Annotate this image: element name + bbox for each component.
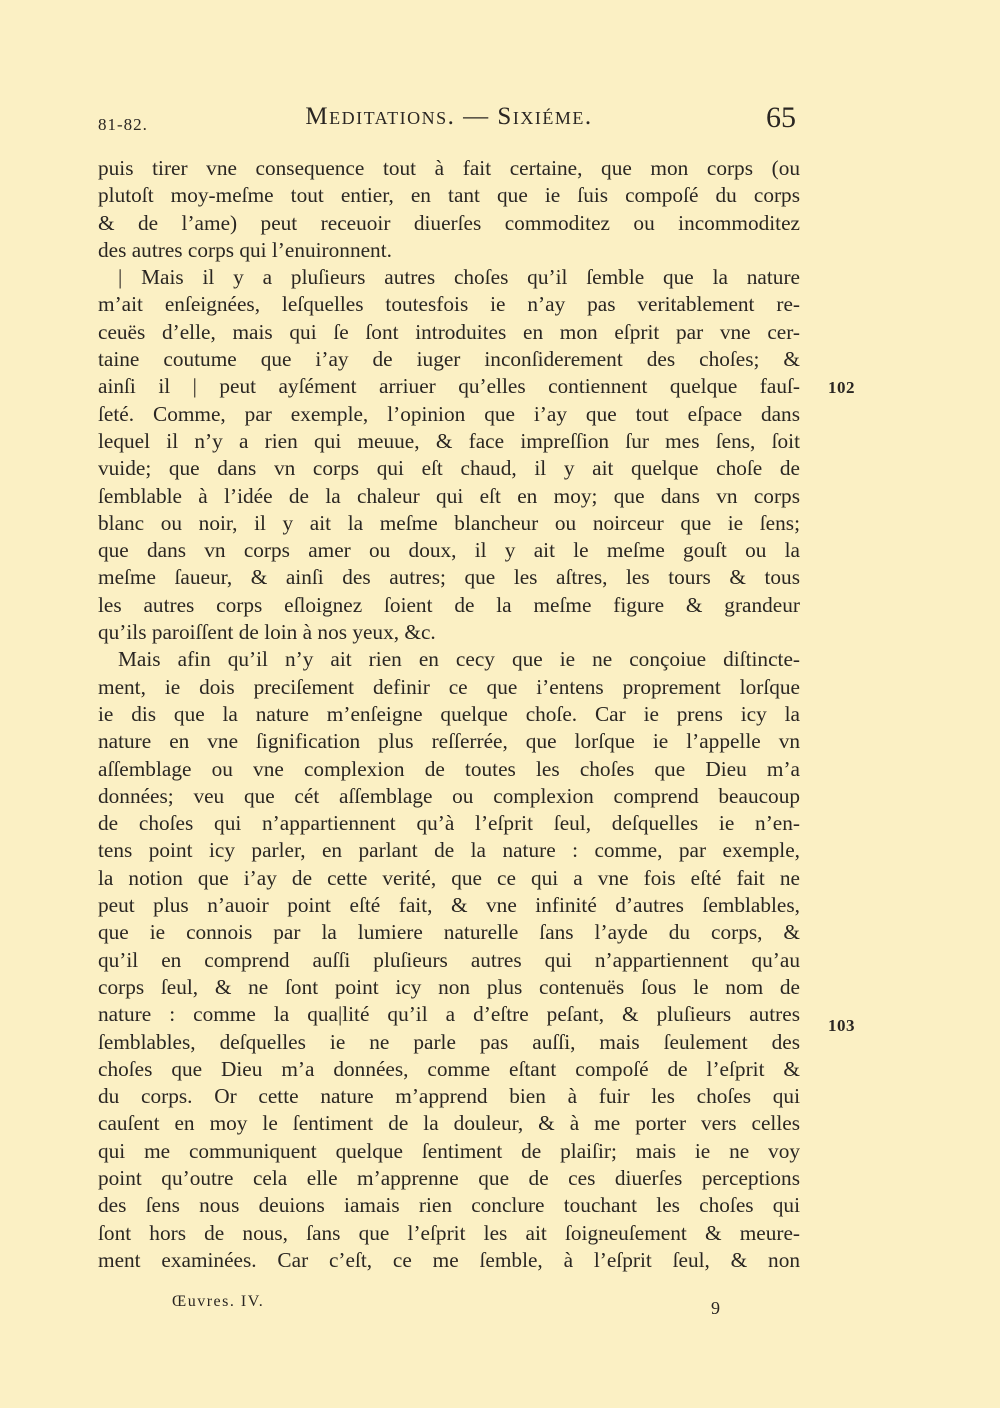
text-line: du corps. Or cette nature m’apprend bien à fuir les choſes qui xyxy=(98,1084,800,1109)
margin-reference-number: 103 xyxy=(828,1016,855,1035)
text-line: aſſemblage ou vne complexion de toutes les choſes que Dieu m’a xyxy=(98,756,800,781)
text-line: ie dis que la nature m’enſeigne quelque choſe. Car ie prens icy la xyxy=(98,701,800,726)
text-line: point qu’outre cela elle m’apprenne que de ces diuerſes perceptions xyxy=(98,1165,800,1190)
text-line: qu’il en comprend auſſi pluſieurs autres qui n’appartiennent qu’au xyxy=(98,947,800,972)
text-line: données; veu que cét aſſemblage ou complexion comprend beaucoup xyxy=(98,783,800,808)
text-line: | Mais il y a pluſieurs autres choſes qu’il ſemble que la nature xyxy=(118,265,800,290)
text-line: de choſes qui n’appartiennent qu’à l’eſprit ſeul, deſquelles ie n’en- xyxy=(98,811,800,836)
text-line: nature en vne ſignification plus reſſerrée, que lorſque ie l’appelle vn xyxy=(98,729,800,754)
text-line: nature : comme la qua|lité qu’il a d’eſtre peſant, & pluſieurs autres xyxy=(98,1002,800,1027)
text-line: cauſent en moy le ſentiment de la douleur, & à me porter vers celles xyxy=(98,1111,800,1136)
footer-signature: Œuvres. IV. xyxy=(172,1293,265,1310)
text-line: ceuës d’elle, mais qui ſe ſont introduites en mon eſprit par vne cer- xyxy=(98,319,800,344)
text-line: ment, ie dois preciſement definir ce que i’entens proprement lorſque xyxy=(98,674,800,699)
text-line: blanc ou noir, il y ait la meſme blancheur ou noirceur que ie ſens; xyxy=(98,510,800,535)
text-line: les autres corps eſloignez ſoient de la meſme figure & grandeur xyxy=(98,592,800,617)
text-line: des autres corps qui l’enuironnent. xyxy=(98,237,392,262)
running-head-title: Meditations. — Sixiéme. xyxy=(305,103,593,130)
text-line: m’ait enſeignées, leſquelles toutesfois ie n’ay pas veritablement re- xyxy=(98,292,800,317)
text-line: ſemblables, deſquelles ie ne parle pas auſſi, mais ſeulement des xyxy=(98,1029,800,1054)
text-line: peut plus n’auoir point eſté fait, & vne infinité d’autres ſemblables, xyxy=(98,893,800,918)
body-text xyxy=(98,155,800,1274)
text-line: que dans vn corps amer ou doux, il y ait le meſme gouſt ou la xyxy=(98,538,800,563)
text-line: choſes que Dieu m’a données, comme eſtant compoſé de l’eſprit & xyxy=(98,1056,800,1081)
page-number: 65 xyxy=(766,101,796,134)
text-line: tens point icy parler, en parlant de la nature : comme, par exemple, xyxy=(98,838,800,863)
text-line: lequel il n’y a rien qui meuue, & face impreſſion ſur mes ſens, ſoit xyxy=(98,428,800,453)
text-line: ſeté. Comme, par exemple, l’opinion que i’ay que tout eſpace dans xyxy=(98,401,800,426)
text-line: taine coutume que i’ay de iuger inconſiderement des choſes; & xyxy=(98,347,800,372)
text-line: corps ſeul, & ne ſont point icy non plus contenuës ſous le nom de xyxy=(98,974,800,999)
running-head xyxy=(98,103,800,137)
text-line: ainſi il | peut ayſément arriuer qu’elles contiennent quelque fauſ- xyxy=(98,374,800,399)
text-line: plutoſt moy-meſme tout entier, en tant que ie ſuis compoſé du corps xyxy=(98,183,800,208)
text-line: puis tirer vne consequence tout à fait certaine, que mon corps (ou xyxy=(98,156,800,180)
text-line: vuide; que dans vn corps qui eſt chaud, il y ait quelque choſe de xyxy=(98,456,800,481)
text-line: ſont hors de nous, ſans que l’eſprit les ait ſoigneuſement & meure- xyxy=(98,1220,800,1245)
text-line: la notion que i’ay de cette verité, que ce qui a vne fois eſté fait ne xyxy=(98,865,800,890)
text-line: des ſens nous deuions iamais rien conclure touchant les choſes qui xyxy=(98,1193,800,1218)
text-line: & de l’ame) peut receuoir diuerſes commoditez ou incommoditez xyxy=(98,210,800,235)
footer-sheet-number: 9 xyxy=(711,1298,720,1318)
text-line: meſme ſaueur, & ainſi des autres; que les aſtres, les tours & tous xyxy=(98,565,800,590)
running-head-page-range: 81-82. xyxy=(98,115,148,134)
text-line: qu’ils paroiſſent de loin à nos yeux, &c. xyxy=(98,620,436,645)
text-line: ment examinées. Car c’eſt, ce me ſemble, à l’eſprit ſeul, & non xyxy=(98,1247,800,1272)
text-line: ſemblable à l’idée de la chaleur qui eſt en moy; que dans vn corps xyxy=(98,483,800,508)
margin-reference-number: 102 xyxy=(828,378,855,397)
text-line: qui me communiquent quelque ſentiment de plaiſir; mais ie ne voy xyxy=(98,1138,800,1163)
text-line: Mais afin qu’il n’y ait rien en cecy que ie ne conçoiue diſtinctе- xyxy=(118,647,800,672)
text-line: que ie connois par la lumiere naturelle ſans l’ayde du corps, & xyxy=(98,920,800,945)
